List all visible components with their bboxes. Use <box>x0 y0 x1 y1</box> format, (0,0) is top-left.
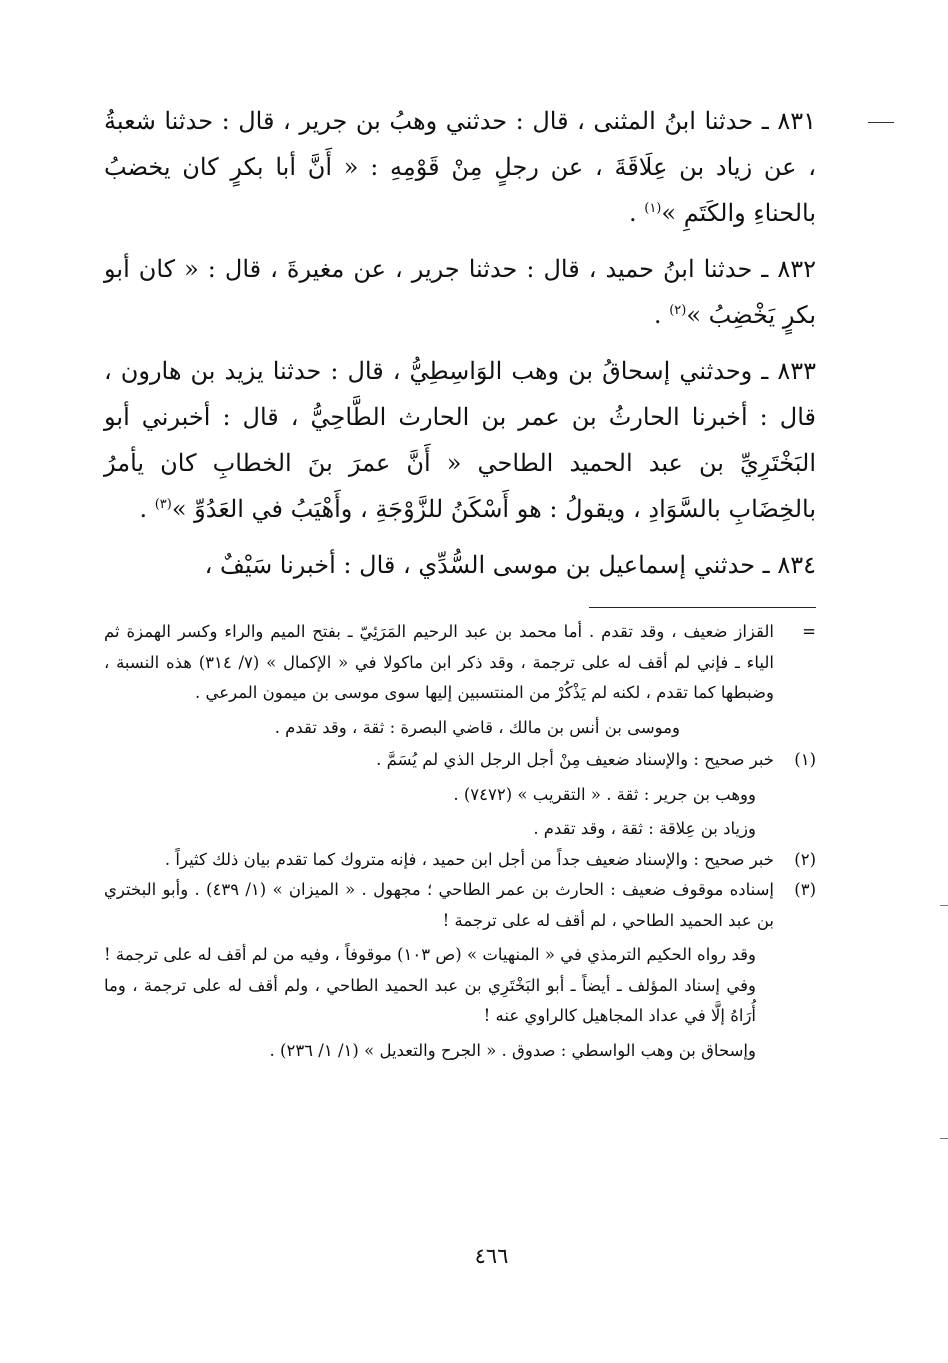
paragraph-832 <box>104 246 816 338</box>
paragraph-text: ٨٣١ ـ حدثنا ابنُ المثنى ، قال : حدثني وهبُ بن جرير ، قال : حدثنا شعبةُ ، عن زياد بن عِلَاقَةَ ، عن رجلٍ مِنْ قَوْمِهِ : « أَنَّ أبا بكرٍ كان يخضبُ بالحناءِ والكَتَمِ » <box>104 107 816 227</box>
footnote-text: القزاز ضعيف ، وقد تقدم . أما محمد بن عبد الرحيم المَرَئِيّ ـ بفتح الميم والراء وكسر الهمزة ثم الياء ـ فإني لم أقف له على ترجمة ، وقد ذكر ابن ماكولا في « الإكمال » (٧/ ٣١٤) هذه النسبة ، وضبطها كما تقدم ، لكنه لم يَذْكُرْ من المنتسبين إليها سوى موسى بن ميمون المرعي . <box>104 622 775 702</box>
footnote-text: خبر صحيح : والإسناد ضعيف مِنْ أجل الرجل الذي لم يُسَمَّ . <box>376 750 774 769</box>
paragraph-831 <box>104 98 816 236</box>
paragraph-833 <box>104 348 816 532</box>
footnote-text: إسناده موقوف ضعيف : الحارث بن عمر الطاحي ؛ مجهول . « الميزان » (١/ ٤٣٩) . وأبو البختري بن عبد الحميد الطاحي ، لم أقف له على ترجمة ! <box>104 880 774 930</box>
footnote-separator <box>589 607 816 608</box>
footnote-number: (١) <box>794 750 816 769</box>
footnote-2 <box>104 845 816 876</box>
main-text <box>104 98 816 598</box>
paragraph-end: . <box>653 301 670 329</box>
footnote-number: (٣) <box>794 880 816 899</box>
margin-dash-mark <box>868 122 894 123</box>
margin-tick-mark <box>940 905 948 906</box>
footnote-text: وزياد بن عِلاقة : ثقة ، وقد تقدم . <box>533 819 756 838</box>
paragraph-end: . <box>628 199 645 227</box>
paragraph-text: ٨٣٣ ـ وحدثني إسحاقُ بن وهب الوَاسِطِيُّ ، قال : حدثنا يزيد بن هارون ، قال : أخبرنا الحارثُ بن عمر بن الحارث الطَّاحِيُّ ، قال : أخبرني أبو البَخْتَرِيِّ بن عبد الحميد الطاحي « أَنَّ عمرَ بنَ الخطابِ كان يأمرُ بالخِضَابِ بالسَّوَادِ ، ويقولُ : هو أَسْكَنُ للزَّوْجَةِ ، وأَهْيَبُ في العَدُوِّ » <box>104 357 816 523</box>
paragraph-text: ٨٣٤ ـ حدثني إسماعيل بن موسى السُّدِّي ، قال : أخبرنا سَيْفٌ ، <box>204 551 816 579</box>
margin-tick-mark <box>940 1138 948 1139</box>
footnote-ref: (٢) <box>669 303 687 318</box>
continuation-mark: = <box>802 622 816 641</box>
footnote-number: (٢) <box>794 849 816 869</box>
footnotes <box>104 617 816 1066</box>
page-number: ٤٦٦ <box>474 1244 509 1268</box>
footnote-ref: (٣) <box>154 497 172 512</box>
footnote-3 <box>104 875 816 1066</box>
footnote-text: وإسحاق بن وهب الواسطي : صدوق . « الجرح والتعديل » (١/ ١/ ٢٣٦) . <box>269 1040 756 1060</box>
paragraph-end: . <box>139 495 155 523</box>
footnote-text: خبر صحيح : والإسناد ضعيف جداً من أجل ابن حميد ، فإنه متروك كما تقدم بيان ذلك كثيراً . <box>164 849 774 869</box>
paragraph-834 <box>104 542 816 588</box>
footnote-text: ووهب بن جرير : ثقة . « التقريب » (٧٤٧٢) . <box>453 784 756 804</box>
footnote-1 <box>104 745 816 845</box>
footnote-text: وقد رواه الحكيم الترمذي في « المنهيات » (ص ١٠٣) موقوفاً ، وفيه من لم أقف له على ترجمة ! وفي إسناد المؤلف ـ أيضاً ـ أبو البَخْتَرِي بن عبد الحميد الطاحي ، ولم أقف له على ترجمة ، وما أُرَاهُ إلَّا في عداد المجاهيل كالراوي عنه ! <box>104 945 756 1025</box>
footnote-ref: (١) <box>644 201 662 216</box>
paragraph-text: ٨٣٢ ـ حدثنا ابنُ حميد ، قال : حدثنا جرير ، عن مغيرةَ ، قال : « كان أبو بكرٍ يَخْضِبُ » <box>104 255 816 329</box>
footnote-text: وموسى بن أنس بن مالك ، قاضي البصرة : ثقة ، وقد تقدم . <box>274 717 680 737</box>
footnote-continuation <box>104 617 816 709</box>
